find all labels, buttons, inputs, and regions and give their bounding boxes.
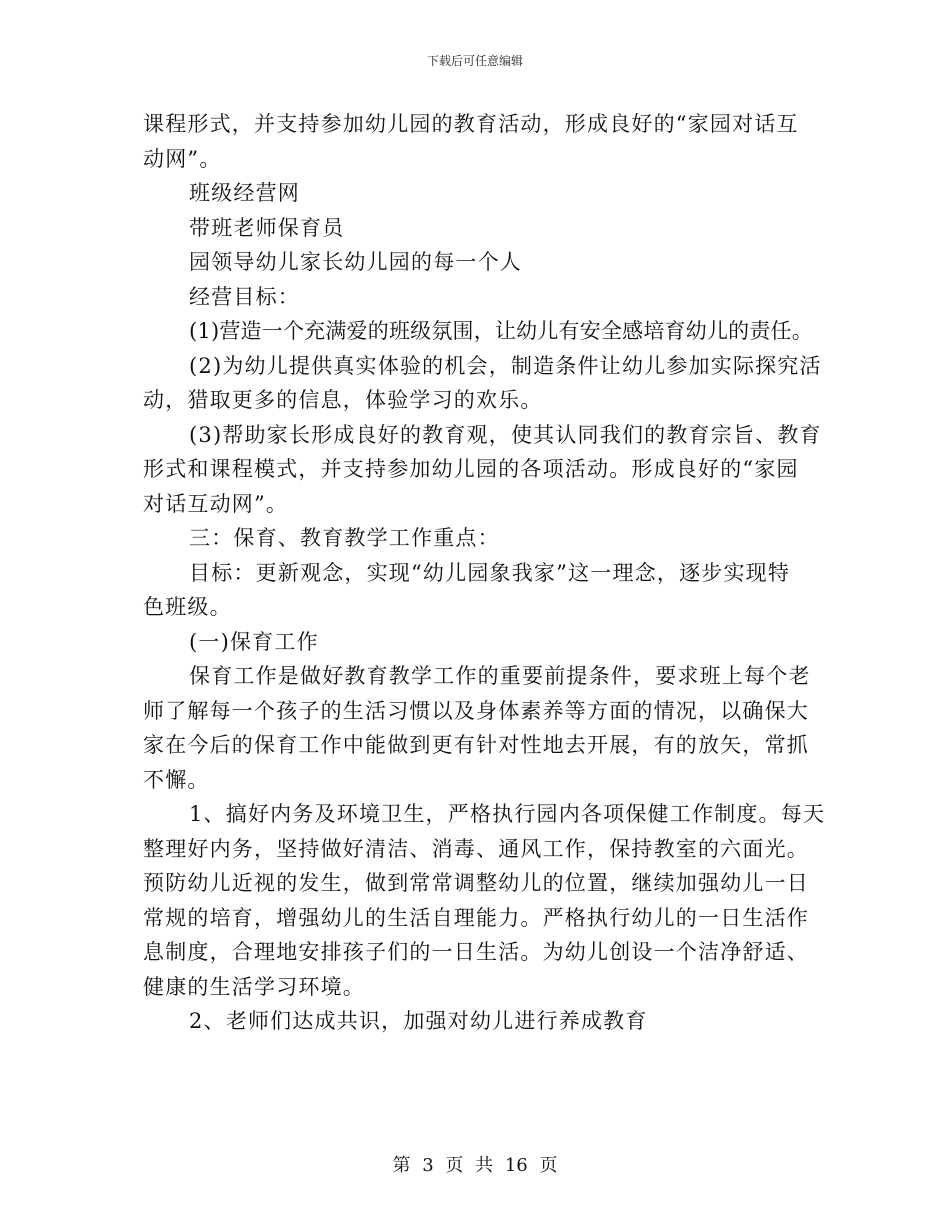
body-line: 常规的培育，增强幼儿的生活自理能力。严格执行幼儿的一日生活作 <box>143 905 809 930</box>
body-line: (2)为幼儿提供真实体验的机会，制造条件让幼儿参加实际探究活 <box>189 353 822 378</box>
body-line: (1)营造一个充满爱的班级氛围，让幼儿有安全感培育幼儿的责任。 <box>189 319 813 343</box>
body-line: 园领导幼儿家长幼儿园的每一个人 <box>189 250 522 274</box>
body-line: 息制度，合理地安排孩子们的一日生活。为幼儿创设一个洁净舒适、 <box>143 940 809 964</box>
body-line: 预防幼儿近视的发生，做到常常调整幼儿的位置，继续加强幼儿一日 <box>143 871 809 895</box>
body-line: 师了解每一个孩子的生活习惯以及身体素养等方面的情况，以确保大 <box>143 698 809 723</box>
body-line: (3)帮助家长形成良好的教育观，使其认同我们的教育宗旨、教育 <box>189 422 822 447</box>
body-line: 健康的生活学习环境。 <box>143 974 365 999</box>
body-line: 2、老师们达成共识，加强对幼儿进行养成教育 <box>189 1009 648 1033</box>
body-line: 动网”。 <box>143 146 222 171</box>
body-line: 家在今后的保育工作中能做到更有针对性地去开展，有的放矢，常抓 <box>143 733 809 757</box>
body-line: 班级经营网 <box>189 181 300 205</box>
body-line: 对话互动网”。 <box>143 491 289 516</box>
page-header: 下载后可任意编辑 <box>426 54 523 68</box>
body-line: 课程形式，并支持参加幼儿园的教育活动，形成良好的“家园对话互 <box>143 112 799 136</box>
body-line: 整理好内务，坚持做好清洁、消毒、通风工作，保持教室的六面光。 <box>143 836 809 861</box>
body-line: 保育工作是做好教育教学工作的重要前提条件，要求班上每个老 <box>189 664 811 688</box>
body-line: 不懈。 <box>143 767 210 792</box>
body-line: 动，猎取更多的信息，体验学习的欢乐。 <box>143 388 543 412</box>
body-line: 经营目标： <box>189 284 300 309</box>
body-line: 1、搞好内务及环境卫生，严格执行园内各项保健工作制度。每天 <box>189 802 826 826</box>
body-line: 带班老师保育员 <box>189 215 345 240</box>
document-body <box>143 107 826 1039</box>
body-line: (一)保育工作 <box>189 629 319 654</box>
page-footer: 第 3 页 共 16 页 <box>392 1155 558 1176</box>
body-line: 三：保育、教育教学工作重点： <box>189 526 500 550</box>
body-line: 形式和课程模式，并支持参加幼儿园的各项活动。形成良好的“家园 <box>143 457 799 481</box>
body-line: 目标：更新观念，实现“幼儿园象我家”这一理念，逐步实现特 <box>189 560 791 585</box>
body-line: 色班级。 <box>143 595 232 619</box>
